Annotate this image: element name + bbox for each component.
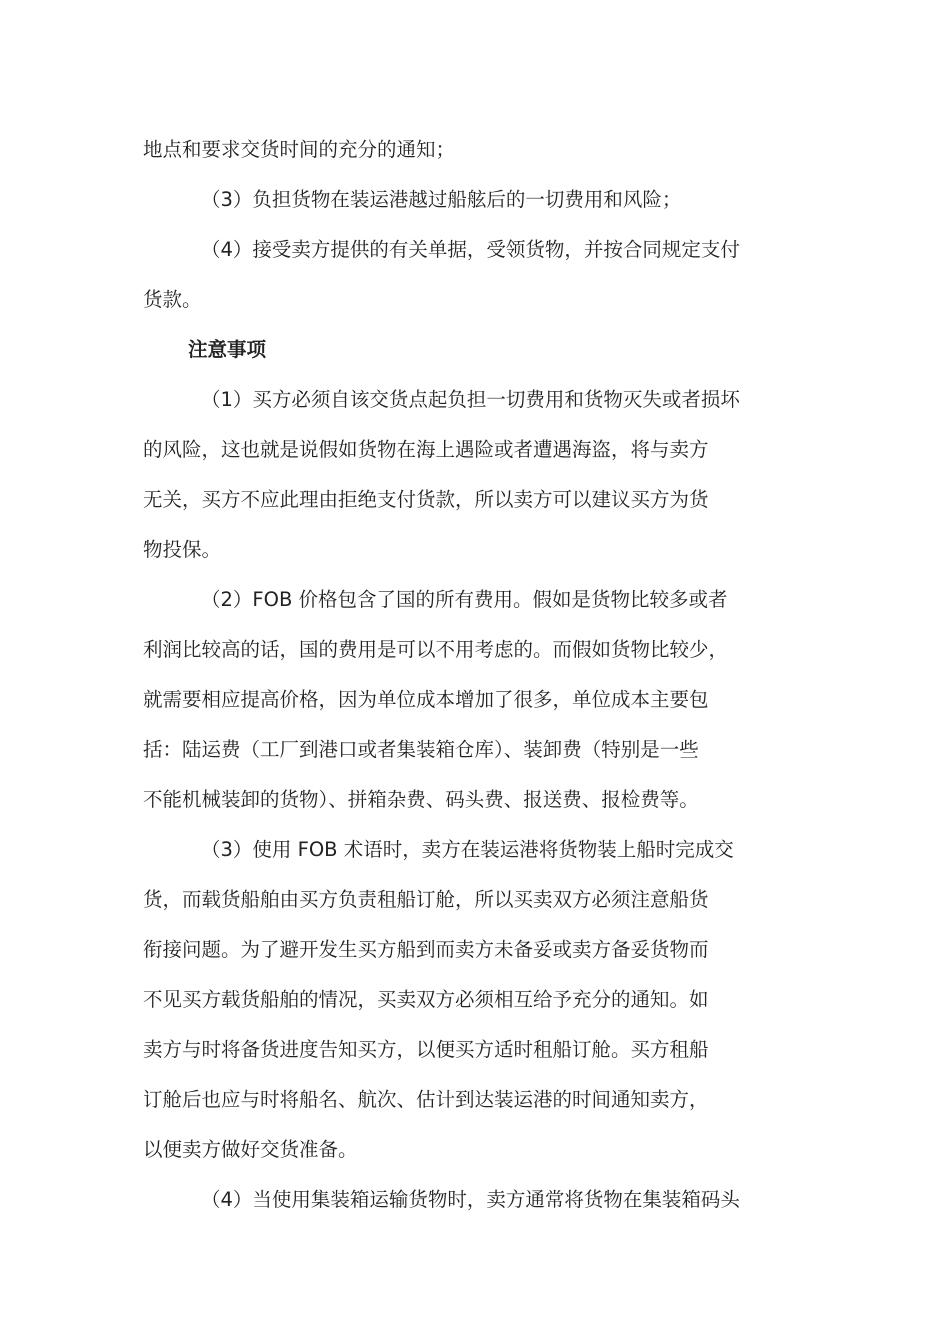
note-item-1: （1）买方必须自该交货点起负担一切费用和货物灭失或者损坏: [201, 388, 740, 411]
text-line: 以便卖方做好交货准备。: [143, 1138, 358, 1161]
document-body: [143, 125, 815, 1225]
text-line: 地点和要求交货时间的充分的通知；: [143, 138, 456, 161]
text-line: 就需要相应提高价格，因为单位成本增加了很多，单位成本主要包: [143, 688, 709, 711]
text-line: 货，而载货船舶由买方负责租船订舱，所以买卖双方必须注意船货: [143, 888, 709, 911]
text-line: 货款。: [143, 288, 202, 311]
text-line: 利润比较高的话，国的费用是可以不用考虑的。而假如货物比较少，: [143, 638, 729, 661]
note-item-3: （3）使用 FOB 术语时，卖方在装运港将货物装上船时完成交: [201, 838, 734, 861]
note-item-4: （4）当使用集装箱运输货物时，卖方通常将货物在集装箱码头: [201, 1188, 740, 1211]
list-item-4: （4）接受卖方提供的有关单据，受领货物，并按合同规定支付: [201, 238, 740, 261]
text-line: 不见买方载货船舶的情况，买卖双方必须相互给予充分的通知。如: [143, 988, 709, 1011]
text-line: 无关，买方不应此理由拒绝支付货款，所以卖方可以建议买方为货: [143, 488, 709, 511]
text-line: 卖方与时将备货进度告知买方，以便买方适时租船订舱。买方租船: [143, 1038, 709, 1061]
text-line: 括：陆运费（工厂到港口或者集装箱仓库）、装卸费（特别是一些: [143, 738, 699, 761]
note-item-2: （2）FOB 价格包含了国的所有费用。假如是货物比较多或者: [201, 588, 728, 611]
text-line: 不能机械装卸的货物）、拼箱杂费、码头费、报送费、报检费等。: [143, 788, 699, 811]
section-heading: 注意事项: [188, 338, 267, 361]
text-line: 的风险，这也就是说假如货物在海上遇险或者遭遇海盗，将与卖方: [143, 438, 709, 461]
text-line: 衔接问题。为了避开发生买方船到而卖方未备妥或卖方备妥货物而: [143, 938, 709, 961]
list-item-3: （3）负担货物在装运港越过船舷后的一切费用和风险；: [201, 188, 682, 211]
text-line: 订舱后也应与时将船名、航次、估计到达装运港的时间通知卖方，: [143, 1088, 709, 1111]
text-line: 物投保。: [143, 538, 222, 561]
